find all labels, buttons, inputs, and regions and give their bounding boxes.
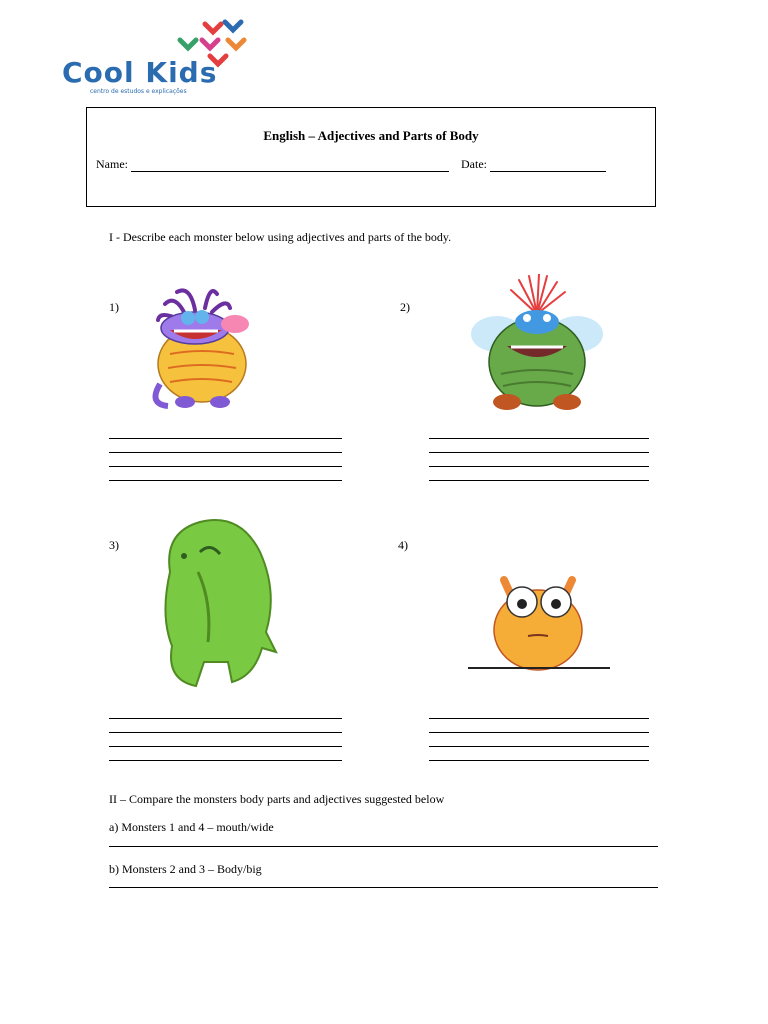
answer-line-2b[interactable] bbox=[429, 452, 649, 453]
item-1-number: 1) bbox=[109, 300, 119, 314]
answer-line-3c[interactable] bbox=[109, 746, 342, 747]
comparison-a-label: a) Monsters 1 and 4 – mouth/wide bbox=[109, 820, 274, 834]
answer-line-1d[interactable] bbox=[109, 480, 342, 481]
comparison-a-answer-line[interactable] bbox=[109, 846, 658, 847]
answer-line-4d[interactable] bbox=[429, 760, 649, 761]
answer-line-2c[interactable] bbox=[429, 466, 649, 467]
answer-line-2a[interactable] bbox=[429, 438, 649, 439]
answer-line-3a[interactable] bbox=[109, 718, 342, 719]
logo-subtitle: centro de estudos e explicações bbox=[90, 88, 187, 95]
answer-line-3b[interactable] bbox=[109, 732, 342, 733]
name-field[interactable] bbox=[131, 161, 449, 172]
answer-line-3d[interactable] bbox=[109, 760, 342, 761]
logo-text: Cool Kids bbox=[62, 56, 218, 89]
item-3-number: 3) bbox=[109, 538, 119, 552]
name-date-fields bbox=[96, 157, 606, 172]
section-1-instruction: I - Describe each monster below using adjectives and parts of the body. bbox=[109, 230, 452, 244]
answer-line-1a[interactable] bbox=[109, 438, 342, 439]
answer-line-2d[interactable] bbox=[429, 480, 649, 481]
purple-yellow-monster-image bbox=[140, 284, 260, 414]
orange-round-monster-image bbox=[468, 570, 610, 680]
cool-kids-logo bbox=[60, 18, 250, 100]
item-2-number: 2) bbox=[400, 300, 410, 314]
answer-line-1c[interactable] bbox=[109, 466, 342, 467]
green-spiky-haired-monster-image bbox=[467, 274, 607, 414]
comparison-b-answer-line[interactable] bbox=[109, 887, 658, 888]
worksheet-title: English – Adjectives and Parts of Body bbox=[263, 128, 479, 143]
green-furry-monster-image bbox=[150, 512, 280, 690]
comparison-b-label: b) Monsters 2 and 3 – Body/big bbox=[109, 862, 262, 876]
header-box bbox=[86, 107, 656, 207]
section-2-instruction: II – Compare the monsters body parts and adjectives suggested below bbox=[109, 792, 445, 806]
answer-line-4a[interactable] bbox=[429, 718, 649, 719]
name-label: Name: bbox=[96, 157, 128, 171]
answer-line-4c[interactable] bbox=[429, 746, 649, 747]
item-4-number: 4) bbox=[398, 538, 408, 552]
date-field[interactable] bbox=[490, 161, 606, 172]
answer-line-4b[interactable] bbox=[429, 732, 649, 733]
answer-line-1b[interactable] bbox=[109, 452, 342, 453]
date-label: Date: bbox=[461, 157, 487, 171]
